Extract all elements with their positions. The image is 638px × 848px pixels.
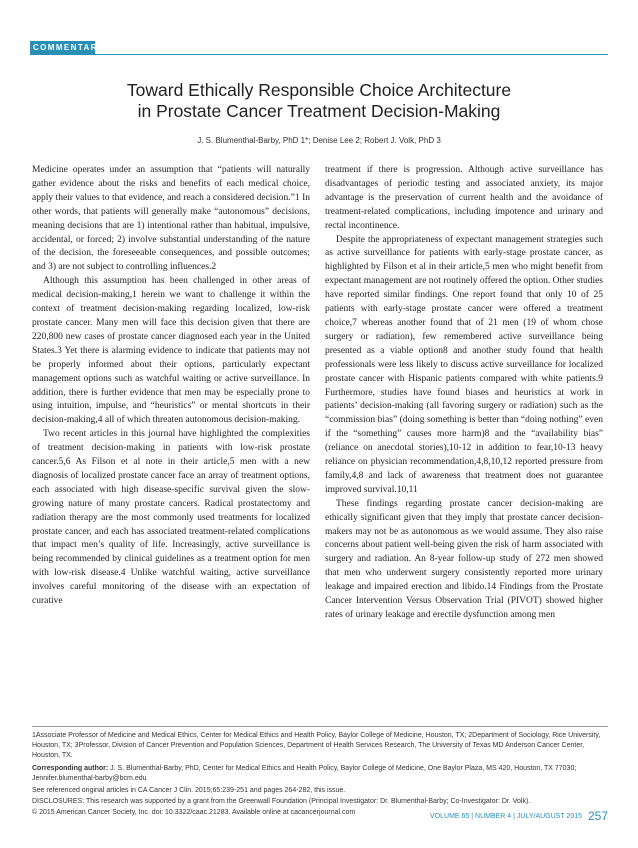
paragraph: Medicine operates under an assumption that “patients will naturally gather evidence about the risks and benefits of each medical choice, apply their values to that evidence, and reach a considered decision.”1 In other words, that patients will generally make “autonomous” decisions, meaning decisions that are 1) intentional rather than habitual, impulsive, accidental, or forced; 2) involve substantial understanding of the nature of the decision, the foreseeable consequences, and possible outcomes; and 3) are not subject to controlling influences.2 (32, 165, 310, 273)
left-column (32, 164, 310, 607)
corresponding-text: J. S. Blumenthal-Barby, PhD, Center for Medical Ethics and Health Policy, Baylor College of Medicine, One Baylor Plaza, MS 420, Houston, TX 77030; Jennifer.blumenthal-barby@bcm.edu (32, 765, 577, 782)
author-list: J. S. Blumenthal-Barby, PhD 1*; Denise Lee 2; Robert J. Volk, PhD 3 (197, 136, 441, 145)
footnote-affiliations: 1Associate Professor of Medicine and Medical Ethics, Center for Medical Ethics and Health Policy, Baylor College of Medicine, Houston, TX; 2Department of Sociology, Rice University, Houston, TX; 3Professor, Division of Cancer Prevention and Population Sciences, Department of Health Services Research, The University of Texas MD Anderson Cancer Center, Houston, TX. (32, 732, 601, 759)
footnote-corresponding (32, 764, 608, 784)
right-column (325, 164, 603, 620)
paragraph: These findings regarding prostate cancer decision-making are ethically significant given that they imply that prostate cancer decision-makers may not be as autonomous as we would assume. They also raise concerns about patient well-being given the risk of harm associated with surgery and radiation. An 8-year follow-up study of 272 men showed that men who underwent surgery consistently reported more urinary leakage and impaired erection and libido.14 Findings from the Prostate Cancer Intervention Versus Observation Trial (PIVOT) showed higher rates of urinary leakage and erectile dysfunction among men (325, 498, 603, 620)
issue-info: VOLUME 65 | NUMBER 4 | JULY/AUGUST 2015 (430, 813, 582, 820)
footnote-disclosures: DISCLOSURES: This research was supported by a grant from the Greenwall Foundation (Principal Investigator: Dr. Blumenthal-Barby; Co-Investigator: Dr. Volk). (32, 798, 531, 805)
paragraph: treatment if there is progression. Although active surveillance has disadvantages of periodic testing and associated anxiety, its major advantage is the preservation of current health and the avoidance of treatment-related complications, including impotence and urinary and rectal incontinence. (325, 165, 603, 231)
footnote-related: See referenced original articles in CA Cancer J Clin. 2015;65:239-251 and pages 264-282, this issue. (32, 787, 346, 794)
paragraph: Although this assumption has been challenged in other areas of medical decision-making,1 herein we want to challenge it within the context of treatment decision-making regarding localized, low-risk prostate cancer. Many men will face this decision given that there are 220,800 new cases of prostate cancer diagnosed each year in the United States.3 Yet there is alarming evidence to indicate that patients may not be properly informed about their options, particularly expectant management options such as watchful waiting or active surveillance. In addition, there is further evidence that men may be especially prone to using intuition, impulse, and “heuristics” or mental shortcuts in their decision-making,4 all of which threaten autonomous decision-making. (32, 276, 310, 426)
header-rule (30, 54, 608, 55)
section-banner: COMMENTARY (30, 41, 95, 54)
paragraph: Two recent articles in this journal have highlighted the complexities of treatment decision-making in patients with low-risk prostate cancer.5,6 As Filson et al note in their article,5 men with a new diagnosis of localized prostate cancer face an array of treatment options, each associated with high disease-specific survival given the slow-growing nature of many prostate cancers. Radical prostatectomy and radiation therapy are the most commonly used treatments for localized prostate cancer, and each has associated treatment-related complications that impact men’s quality of life. Increasingly, active surveillance is being recommended by clinical guidelines as a treatment option for men with low-risk disease.4 Unlike watchful waiting, active surveillance involves careful monitoring of the disease with an expectation of curative (32, 429, 310, 607)
page-number: 257 (587, 809, 608, 823)
title-line-2: in Prostate Cancer Treatment Decision-Making (137, 101, 501, 121)
corresponding-label: Corresponding author: (32, 765, 109, 772)
title-line-1: Toward Ethically Responsible Choice Architecture (126, 80, 512, 100)
footnote-copyright: © 2015 American Cancer Society, Inc. doi: 10.3322/caac.21283. Available online at cacancerjournal.com (32, 809, 356, 816)
paragraph: Despite the appropriateness of expectant management strategies such as active surveillance for patients with early-stage prostate cancer, as highlighted by Filson et al in their article,5 men who might benefit from expectant management are not routinely offered the option. Other studies have reported similar findings. One report found that only 10 of 25 patients with early-stage prostate cancer were offered a treatment choice,7 whereas another found that of 21 men (19 of whom chose surgery or radiation), few remembered active surveillance being presented as a viable option8 and another study found that health professionals were less likely to discuss active surveillance for localized prostate cancer with Hispanic patients compared with white patients.9 Furthermore, studies have found biases and heuristics at work in patients’ decision-making (all favoring surgery or radiation) such as the “commission bias” (doing something is better than “doing nothing” even if the “something” causes more harm)8 and the “availability bias” (reliance on anecdotal stories),10-12 in addition to fear,10-13 heavy reliance on physician recommendation,4,8,10,12 reported pressure from family,4,8 and lack of awareness that treatment does not guarantee improved survival.10,11 (325, 234, 603, 495)
article-title (40, 80, 598, 122)
footnote-rule (32, 726, 608, 727)
